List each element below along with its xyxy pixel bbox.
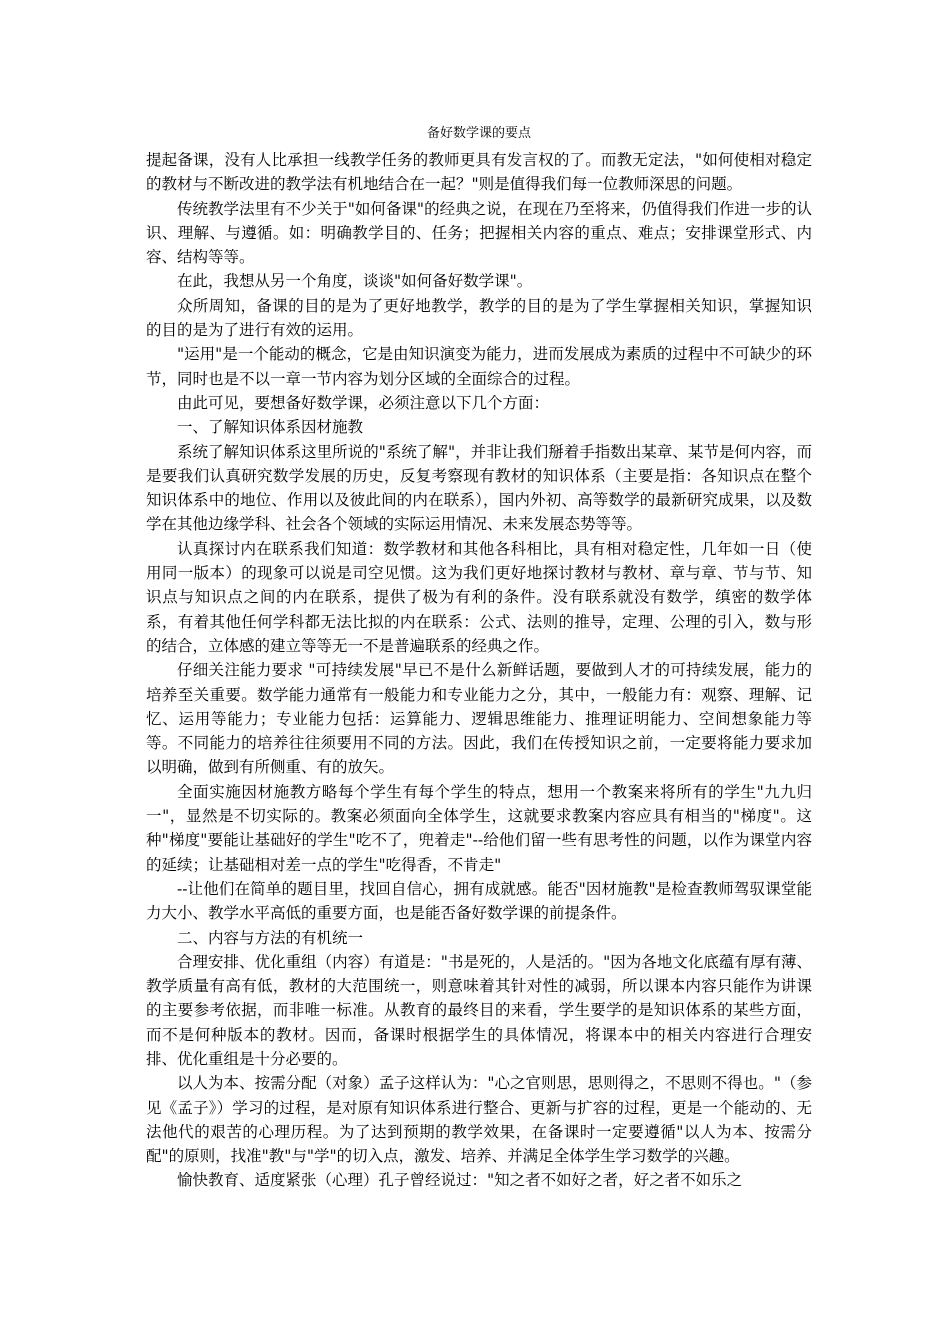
paragraph: --让他们在简单的题目里，找回自信心，拥有成就感。能否"因材施教"是检查教师驾驭课堂能力大小、教学水平高低的重要方面，也是能否备好数学课的前提条件。 xyxy=(146,879,812,923)
paragraph: 传统教学法里有不少关于"如何备课"的经典之说，在现在乃至将来，仍值得我们作进一步的认识、理解、与遵循。如：明确教学目的、任务；把握相关内容的重点、难点；安排课堂形式、内容、结构等等。 xyxy=(146,199,812,267)
section-heading-2: 二、内容与方法的有机统一 xyxy=(177,928,364,947)
paragraph: 认真探讨内在联系我们知道：数学教材和其他各科相比，具有相对稳定性，几年如一日（使用同一版本）的现象可以说是司空见惯。这为我们更好地探讨教材与教材、章与章、节与节、知识点与知识点之间的内在联系，提供了极为有利的条件。没有联系就没有数学，缜密的数学体系，有着其他任何学科都无法比拟的内在联系：公式、法则的推导，定理、公理的引入，数与形的结合，立体感的建立等等无一不是普遍联系的经典之作。 xyxy=(146,539,812,655)
paragraph: 系统了解知识体系这里所说的"系统了解"，并非让我们掰着手指数出某章、某节是何内容，而是要我们认真研究数学发展的历史，反复考察现有教材的知识体系（主要是指：各知识点在整个知识体系中的地位、作用以及彼此间的内在联系），国内外初、高等数学的最新研究成果，以及数学在其他边缘学科、社会各个领域的实际运用情况、未来发展态势等等。 xyxy=(146,442,812,534)
document-page xyxy=(146,124,812,1193)
paragraph: 合理安排、优化重组（内容）有道是："书是死的，人是活的。"因为各地文化底蕴有厚有薄、教学质量有高有低，教材的大范围统一，则意味着其针对性的减弱，所以课本内容只能作为讲课的主要参考依据，而非唯一标准。从教育的最终目的来看，学生要学的是知识体系的某些方面，而不是何种版本的教材。因而，备课时根据学生的具体情况，将课本中的相关内容进行合理安排、优化重组是十分必要的。 xyxy=(146,952,812,1068)
section-heading-1: 一、了解知识体系因材施教 xyxy=(177,418,364,437)
paragraph: 以人为本、按需分配（对象）孟子这样认为："心之官则思，思则得之，不思则不得也。"（参见《孟子》）学习的过程，是对原有知识体系进行整合、更新与扩容的过程，更是一个能动的、无法他代的艰苦的心理历程。为了达到预期的教学效果，在备课时一定要遵循"以人为本、按需分配"的原则，找准"教"与"学"的切入点，激发、培养、并满足全体学生学习数学的兴趣。 xyxy=(146,1074,812,1166)
paragraph: 众所周知，备课的目的是为了更好地教学，教学的目的是为了学生掌握相关知识，掌握知识的目的是为了进行有效的运用。 xyxy=(146,296,812,340)
paragraph-intro: 提起备课，没有人比承担一线教学任务的教师更具有发言权的了。而教无定法，"如何使相对稳定的教材与不断改进的教学法有机地结合在一起？"则是值得我们每一位教师深思的问题。 xyxy=(146,151,812,194)
document-title: 备好数学课的要点 xyxy=(426,126,531,141)
paragraph: 由此可见，要想备好数学课，必须注意以下几个方面： xyxy=(177,393,550,412)
paragraph: 在此，我想从另一个角度，谈谈"如何备好数学课"。 xyxy=(177,272,533,291)
paragraph: 全面实施因材施教方略每个学生有每个学生的特点，想用一个教案来将所有的学生"九九归一"，显然是不切实际的。教案必须面向全体学生，这就要求教案内容应具有相当的"梯度"。这种"梯度"要能让基础好的学生"吃不了，兜着走"--给他们留一些有思考性的问题，以作为课堂内容的延续；让基础相对差一点的学生"吃得香，不肯走" xyxy=(146,782,812,874)
paragraph: 愉快教育、适度紧张（心理）孔子曾经说过："知之者不如好之者，好之者不如乐之 xyxy=(177,1171,743,1190)
paragraph: 仔细关注能力要求 "可持续发展"早已不是什么新鲜话题，要做到人才的可持续发展，能力的培养至关重要。数学能力通常有一般能力和专业能力之分，其中，一般能力有：观察、理解、记忆、运用等能力；专业能力包括：运算能力、逻辑思维能力、推理证明能力、空间想象能力等等。不同能力的培养往往须要用不同的方法。因此，我们在传授知识之前，一定要将能力要求加以明确，做到有所侧重、有的放矢。 xyxy=(146,661,812,777)
paragraph: "运用"是一个能动的概念，它是由知识演变为能力，进而发展成为素质的过程中不可缺少的环节，同时也是不以一章一节内容为划分区域的全面综合的过程。 xyxy=(146,345,812,388)
